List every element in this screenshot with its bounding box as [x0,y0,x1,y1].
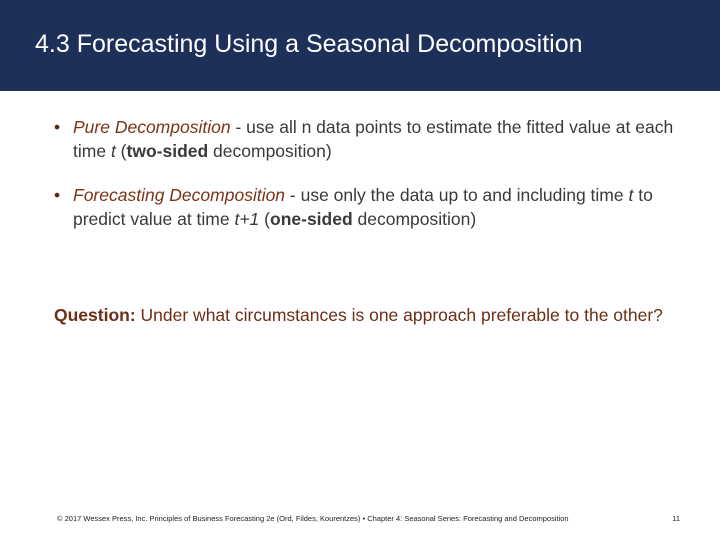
bullet-text: decomposition) [352,209,477,229]
bullet-item-forecasting-decomposition [54,183,674,231]
time-variable: t [110,141,116,161]
bullet-text: ( [259,209,270,229]
time-variable: t+1 [234,209,260,229]
slide-title: 4.3 Forecasting Using a Seasonal Decomposition [35,30,583,58]
title-bar [0,0,720,91]
bullet-marker: • [54,117,61,137]
bullet-text: decomposition) [208,141,332,161]
bullet-list [54,115,674,251]
page-number: 11 [672,514,680,523]
bullet-marker: • [54,185,61,205]
bullet-text: ( [115,141,127,161]
bullet-item-pure-decomposition [54,115,674,163]
bullet-text: to predict value at time [73,185,653,229]
bullet-term: Pure Decomposition [73,117,231,137]
footer-copyright: © 2017 Wessex Press, Inc. Principles of Business Forecasting 2e (Ord, Fildes, Kourentzes) • Chapter 4: Seasonal Series: Forecasting and Decomposition [57,514,569,523]
bullet-emphasis: one-sided [270,209,353,229]
bullet-text: - use only the data up to and including time [285,185,629,205]
bullet-text: - use all n data points to estimate the fitted value at each time [73,117,674,161]
question-text: Under what circumstances is one approach preferable to the other? [135,305,663,325]
bullet-emphasis: two-sided [126,141,209,161]
question-label: Question: [54,305,136,325]
question-paragraph [54,303,674,327]
bullet-term: Forecasting Decomposition [73,185,286,205]
time-variable: t [628,185,634,205]
